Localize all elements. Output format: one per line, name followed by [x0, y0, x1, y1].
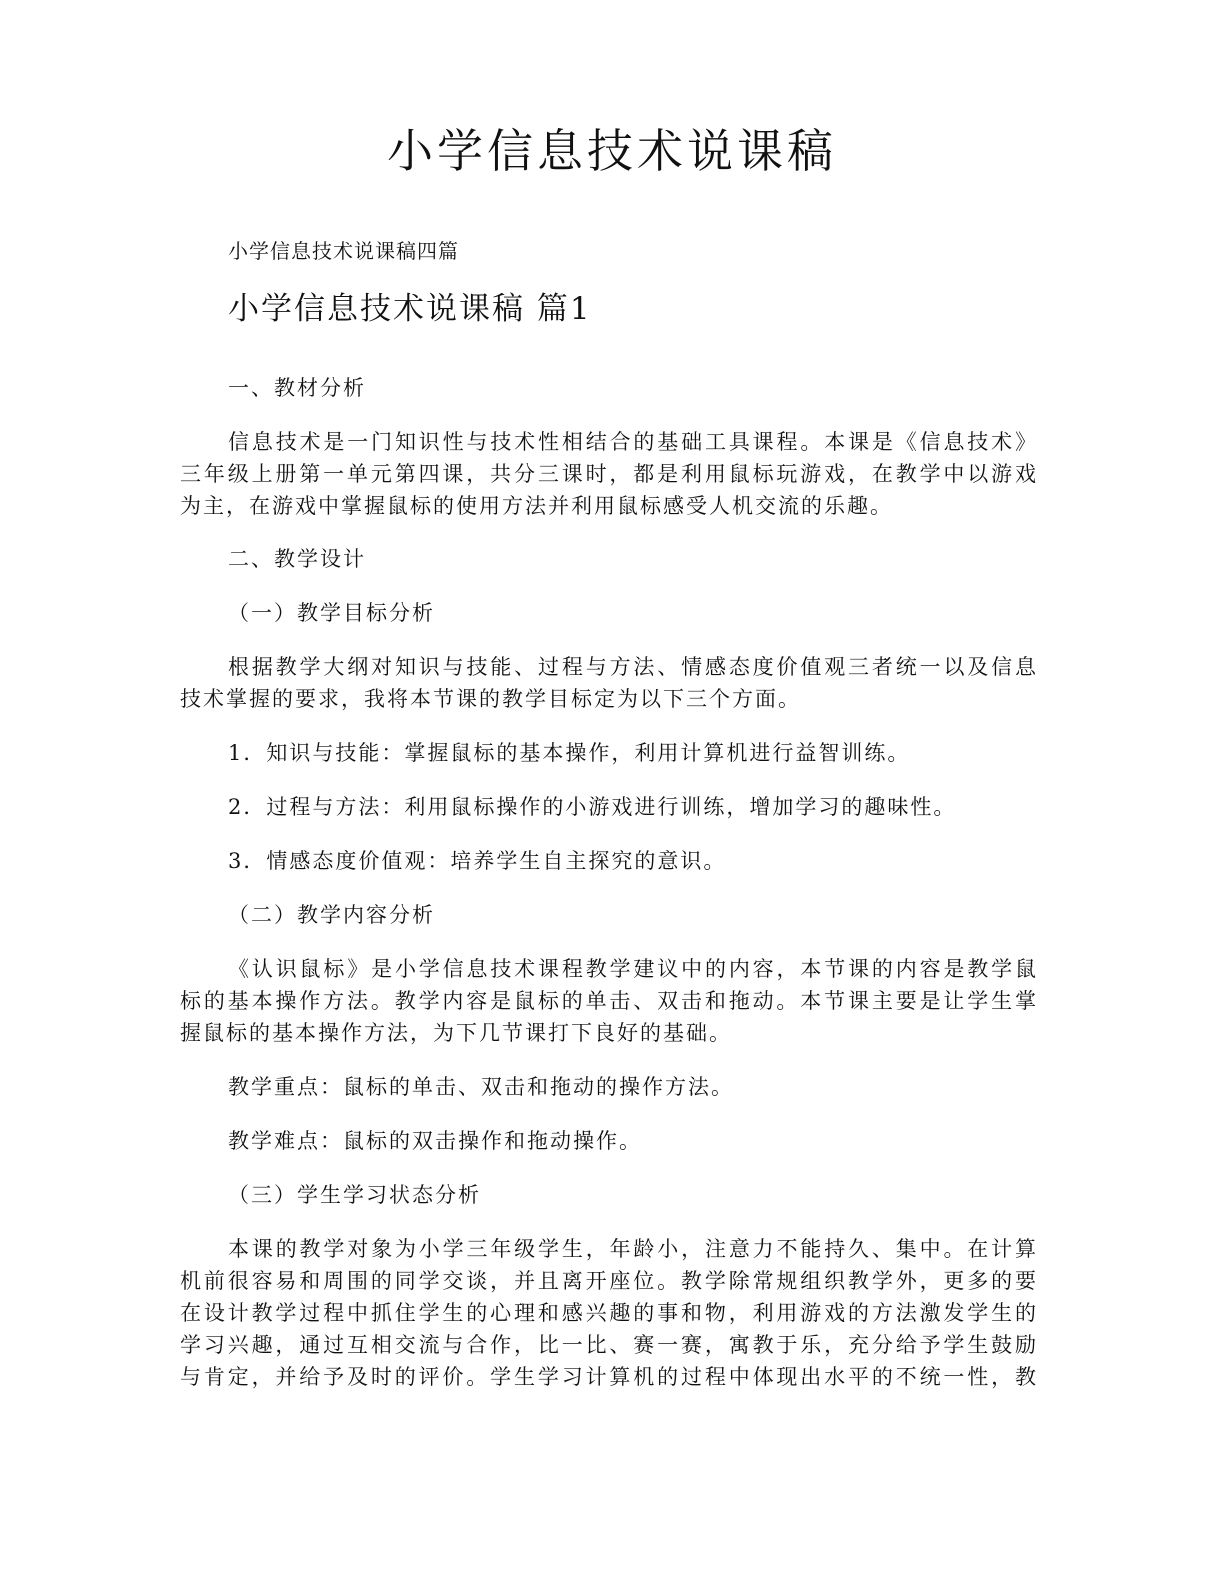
- key-point: 教学重点：鼠标的单击、双击和拖动的操作方法。: [228, 1075, 734, 1099]
- paragraph-line: 为主，在游戏中掌握鼠标的使用方法并利用鼠标感受人机交流的乐趣。: [180, 494, 893, 518]
- paragraph-line: 与肯定，并给予及时的评价。学生学习计算机的过程中体现出水平的不统一性，教: [180, 1365, 1036, 1389]
- paragraph-line: 机前很容易和周围的同学交谈，并且离开座位。教学除常规组织教学外，更多的要: [180, 1269, 1036, 1293]
- paragraph-line: 本课的教学对象为小学三年级学生，年龄小，注意力不能持久、集中。在计算: [228, 1237, 1036, 1261]
- subsection3-heading: （三）学生学习状态分析: [228, 1183, 481, 1207]
- section1-heading: 一、教材分析: [228, 376, 366, 400]
- paragraph-line: 《认识鼠标》是小学信息技术课程教学建议中的内容，本节课的内容是教学鼠: [228, 957, 1036, 981]
- document-title: 小学信息技术说课稿: [387, 124, 837, 178]
- goal-item-3: 3．情感态度价值观：培养学生自主探究的意识。: [228, 849, 727, 873]
- paragraph-line: 握鼠标的基本操作方法，为下几节课打下良好的基础。: [180, 1021, 732, 1045]
- goal-item-1: 1．知识与技能：掌握鼠标的基本操作，利用计算机进行益智训练。: [228, 741, 911, 765]
- paragraph-line: 在设计教学过程中抓住学生的心理和感兴趣的事和物，利用游戏的方法激发学生的: [180, 1301, 1036, 1325]
- paragraph-line: 信息技术是一门知识性与技术性相结合的基础工具课程。本课是《信息技术》: [228, 430, 1036, 454]
- paragraph-line: 技术掌握的要求，我将本节课的教学目标定为以下三个方面。: [180, 687, 801, 711]
- paragraph-line: 标的基本操作方法。教学内容是鼠标的单击、双击和拖动。本节课主要是让学生掌: [180, 989, 1036, 1013]
- document-subtitle: 小学信息技术说课稿四篇: [228, 239, 459, 263]
- goal-item-2: 2．过程与方法：利用鼠标操作的小游戏进行训练，增加学习的趣味性。: [228, 795, 957, 819]
- subsection2-heading: （二）教学内容分析: [228, 903, 435, 927]
- paragraph-line: 根据教学大纲对知识与技能、过程与方法、情感态度价值观三者统一以及信息: [228, 655, 1036, 679]
- subsection1-heading: （一）教学目标分析: [228, 601, 435, 625]
- section2-heading: 二、教学设计: [228, 547, 366, 571]
- paragraph-line: 三年级上册第一单元第四课，共分三课时，都是利用鼠标玩游戏，在教学中以游戏: [180, 462, 1036, 486]
- section-heading: 小学信息技术说课稿 篇1: [228, 291, 592, 327]
- difficulty-point: 教学难点：鼠标的双击操作和拖动操作。: [228, 1129, 642, 1153]
- paragraph-line: 学习兴趣，通过互相交流与合作，比一比、赛一赛，寓教于乐，充分给予学生鼓励: [180, 1333, 1036, 1357]
